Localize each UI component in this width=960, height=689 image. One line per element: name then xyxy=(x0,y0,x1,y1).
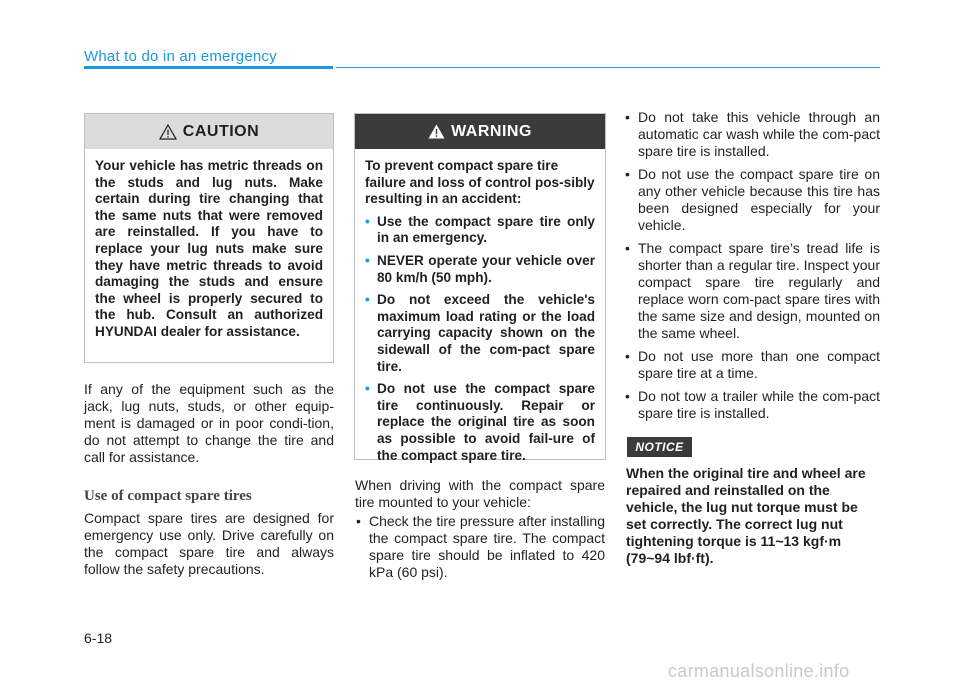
caution-title: CAUTION xyxy=(182,122,260,140)
page-number: 6-18 xyxy=(84,630,113,646)
header-rule-thick xyxy=(84,66,333,69)
warning-triangle-filled-icon xyxy=(428,124,445,139)
spare-tire-precautions-list xyxy=(624,109,880,428)
warning-item: • NEVER operate your vehicle over 80 km/h (50 mph). xyxy=(365,252,595,285)
warning-header xyxy=(355,114,605,149)
caution-box xyxy=(84,113,334,363)
header-rule-thin xyxy=(336,67,880,68)
list-item: • Do not use more than one compact spare tire at a time. xyxy=(625,348,880,381)
warning-box xyxy=(354,113,606,463)
warning-item: • Do not exceed the vehicle's maximum load rating or the load carrying capacity shown on the sidewall of the com-pact spare tire. xyxy=(365,292,595,374)
caution-text: Your vehicle has metric threads on the studs and lug nuts. Make certain during tire changing that the same nuts that were removed are reinstalled. If you have to replace your lug nuts make sure they have metric threads to avoid damaging the studs and ensure the wheel is properly secured to the hub. Consult an authorized HYUNDAI dealer for assistance. xyxy=(95,158,323,339)
watermark: carmanualsonline.info xyxy=(668,661,850,681)
warning-title: WARNING xyxy=(451,122,532,140)
check-pressure-list xyxy=(355,513,605,587)
warning-content xyxy=(355,149,605,480)
caution-header xyxy=(85,114,333,149)
list-item: • Do not tow a trailer while the com-pact spare tire is installed. xyxy=(625,388,880,421)
warning-intro: To prevent compact spare tire failure and loss of control pos-sibly resulting in an accident: xyxy=(365,158,595,207)
driving-paragraph: When driving with the compact spare tire mounted to your vehicle: xyxy=(355,477,605,510)
list-item: • The compact spare tire’s tread life is shorter than a regular tire. Inspect your compact spare tire regularly and replace worn com-pact spare tires with the same size and design, mounted on the same wheel. xyxy=(625,240,880,341)
notice-text: When the original tire and wheel are repaired and reinstalled on the vehicle, the lug nut torque must be set correctly. The correct lug nut tightening torque is 11~13 kgf·m (79~94 lbf·ft). xyxy=(626,465,866,566)
compact-spare-subheading: Use of compact spare tires xyxy=(84,488,252,504)
notice-badge: NOTICE xyxy=(627,437,692,457)
list-item: • Check the tire pressure after installing the compact spare tire. The compact spare tire should be inflated to 420 kPa (60 psi). xyxy=(356,513,605,580)
list-item: • Do not take this vehicle through an automatic car wash while the com-pact spare tire is installed. xyxy=(625,109,880,159)
warning-item: • Use the compact spare tire only in an emergency. xyxy=(365,213,595,246)
section-title: What to do in an emergency xyxy=(84,48,277,65)
warning-item: • Do not use the compact spare tire continuously. Repair or replace the original tire as soon as possible to avoid fail-ure of the compact spare tire. xyxy=(365,381,595,463)
list-item: • Do not use the compact spare tire on any other vehicle because this tire has been designed especially for your vehicle. xyxy=(625,166,880,233)
warning-triangle-outline-icon xyxy=(159,124,177,140)
warning-list xyxy=(365,214,595,464)
equipment-paragraph: If any of the equipment such as the jack, lug nuts, studs, or other equip-ment is damaged or in poor condi-tion, do not attempt to change the tire and call for assistance. xyxy=(84,381,334,465)
compact-spare-paragraph: Compact spare tires are designed for emergency use only. Drive carefully on the compact spare tire and always follow the safety precautions. xyxy=(84,510,334,577)
